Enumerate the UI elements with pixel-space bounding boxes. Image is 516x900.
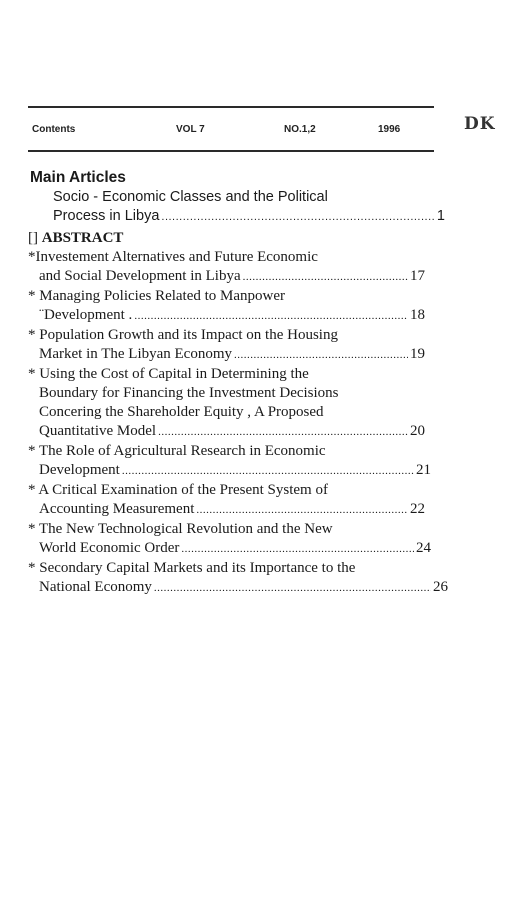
article-title-last-line: Accounting Measurement [39, 501, 195, 517]
dot-leader [158, 423, 408, 442]
header-number: NO.1,2 [284, 124, 316, 135]
article-title-last-line: ¨Development . [39, 307, 133, 323]
article-leader [28, 539, 431, 559]
article-entry[interactable] [28, 326, 448, 365]
article-title-line: * Using the Cost of Capital in Determining the [28, 366, 309, 382]
article-title-line: * Population Growth and its Impact on the Housing [28, 327, 338, 343]
article-title-last-line: Market in The Libyan Economy [39, 346, 233, 362]
dot-leader [234, 346, 408, 365]
dot-leader [196, 501, 408, 520]
article-title-line: Concering the Shareholder Equity , A Proposed [39, 404, 324, 420]
article-leader [28, 345, 425, 365]
header-top-rule [28, 106, 434, 108]
article-leader [28, 461, 431, 481]
article-leader [28, 578, 448, 598]
dot-leader [161, 208, 435, 227]
article-title-last-line: Development [39, 462, 120, 478]
article-page-number: 22 [410, 501, 425, 517]
article-title-line: * Managing Policies Related to Manpower [28, 288, 286, 304]
lead-article-leader [53, 207, 445, 227]
dot-leader [243, 268, 408, 287]
article-entry[interactable] [28, 520, 448, 559]
lead-article-line2: Process in Libya [53, 208, 160, 224]
abstract-bullet: [] [28, 230, 38, 246]
article-page-number: 20 [410, 423, 425, 439]
article-entry[interactable] [28, 481, 448, 520]
section-title: Main Articles [30, 169, 126, 186]
article-leader [28, 422, 425, 442]
article-title-line: * The New Technological Revolution and the New [28, 521, 333, 537]
article-entry[interactable] [28, 248, 448, 287]
dot-leader [181, 540, 414, 559]
article-title-last-line: National Economy [39, 579, 152, 595]
article-page-number: 26 [433, 579, 448, 595]
dot-leader [122, 462, 414, 481]
lead-article-page: 1 [436, 208, 445, 224]
article-page-number: 21 [416, 462, 431, 478]
article-page-number: 18 [410, 307, 425, 323]
article-page-number: 19 [410, 346, 425, 362]
article-leader [28, 500, 425, 520]
header-contents-label: Contents [32, 124, 76, 135]
article-page-number: 17 [410, 268, 425, 284]
article-entry[interactable] [28, 442, 448, 481]
article-entry[interactable] [28, 365, 448, 442]
article-leader [28, 267, 425, 287]
article-title-line: * A Critical Examination of the Present System of [28, 482, 328, 498]
table-of-contents [28, 168, 448, 598]
article-entry[interactable] [28, 287, 448, 326]
abstract-heading [28, 229, 448, 248]
dot-leader [134, 307, 408, 326]
lead-article-line1: Socio - Economic Classes and the Political [53, 189, 328, 205]
article-entry[interactable] [28, 559, 448, 598]
article-title-line: Boundary for Financing the Investment Decisions [39, 385, 339, 401]
article-title-line: *Investement Alternatives and Future Economic [28, 249, 318, 265]
header-year: 1996 [378, 124, 401, 135]
header-volume: VOL 7 [176, 124, 205, 135]
article-page-number: 24 [416, 540, 431, 556]
abstract-label: ABSTRACT [41, 230, 124, 246]
article-title-last-line: World Economic Order [39, 540, 180, 556]
article-title-last-line: Quantitative Model [39, 423, 157, 439]
article-list [28, 248, 448, 598]
article-leader [28, 306, 425, 326]
article-title-line: * Secondary Capital Markets and its Importance to the [28, 560, 356, 576]
header-bottom-rule [28, 150, 434, 152]
lead-article-entry[interactable] [53, 188, 448, 227]
article-title-line: * The Role of Agricultural Research in Economic [28, 443, 326, 459]
handwritten-note: DK [464, 114, 496, 134]
dot-leader [154, 579, 431, 598]
article-title-last-line: and Social Development in Libya [39, 268, 241, 284]
